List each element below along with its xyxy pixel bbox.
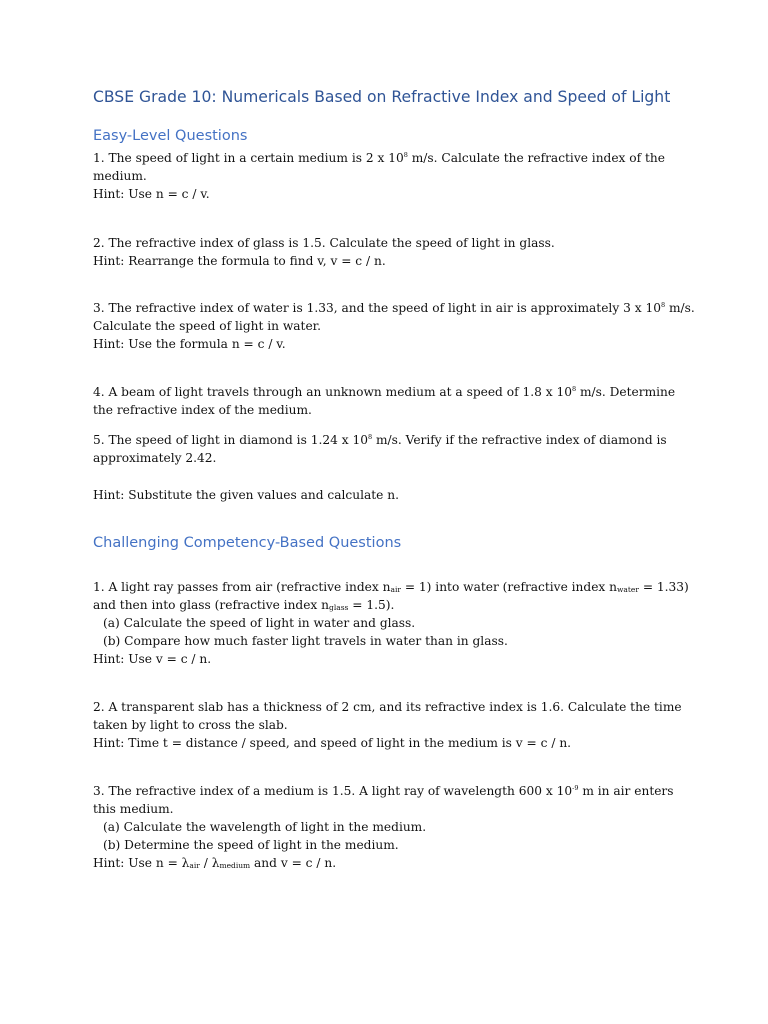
easy-question-5: 5. The speed of light in diamond is 1.24 x $10^8$ m/s. Verify if the refractive index of diamond is approximately 2.42. <box>93 433 667 465</box>
easy-question-3: 3. The refractive index of water is 1.33, and the speed of light in air is approximately 3 x $10^8$ m/s. Calculate the speed of light in water. Hint: Use the formula n = c / v. <box>93 301 695 351</box>
easy-question-1: 1. The speed of light in a certain medium is 2 x $10^8$ m/s. Calculate the refractive index of the medium. Hint: Use n = c / v. <box>93 151 665 201</box>
challenging-question-3: 3. The refractive index of a medium is 1.5. A light ray of wavelength 600 x $10^{-9}$ m in air enters this medium. (a) Calculate the wavelength of light in the medium. (b) Determine the speed of light in the medium. Hint: Use $n = \lambda_{air} / \lambda_{medium}$ and v = c / n. <box>93 784 674 870</box>
challenging-question-2: 2. A transparent slab has a thickness of 2 cm, and its refractive index is 1.6. Calculate the time taken by light to cross the slab. Hint: Time t = distance / speed, and speed of light in the medium is v = c / n. <box>93 700 682 750</box>
hint: Hint: Use $n = \lambda_{air} / \lambda_{medium}$ and v = c / n. <box>93 856 337 870</box>
challenging-question-1: 1. A light ray passes from air (refractive index $n_{air} = 1$) into water (refractive index $n_{water} = 1.33$) and then into glass (refractive index $n_{glass} = 1.5$). (a) Calculate the speed of light in water and glass. (b) Compare how much faster light travels in water than in glass. Hint: Use v = c / n. <box>93 580 689 666</box>
hint: Hint: Substitute the given values and calculate n. <box>93 488 399 502</box>
hint: Hint: Use the formula n = c / v. <box>93 337 286 351</box>
easy-section-heading: Easy-Level Questions <box>93 128 248 144</box>
easy-question-2: 2. The refractive index of glass is 1.5. Calculate the speed of light in glass. Hint: Rearrange the formula to find v, v = c / n. <box>93 236 555 268</box>
hint: Hint: Time t = distance / speed, and speed of light in the medium is v = c / n. <box>93 736 572 750</box>
hint: Hint: Use n = c / v. <box>93 187 210 201</box>
page-title: CBSE Grade 10: Numericals Based on Refractive Index and Speed of Light <box>93 88 671 106</box>
easy-question-4: 4. A beam of light travels through an unknown medium at a speed of 1.8 x $10^8$ m/s. Determine the refractive index of the medium. <box>93 385 676 417</box>
challenging-section-heading: Challenging Competency-Based Questions <box>93 535 402 551</box>
hint: Hint: Rearrange the formula to find v, v = c / n. <box>93 254 386 268</box>
hint: Hint: Use v = c / n. <box>93 652 212 666</box>
